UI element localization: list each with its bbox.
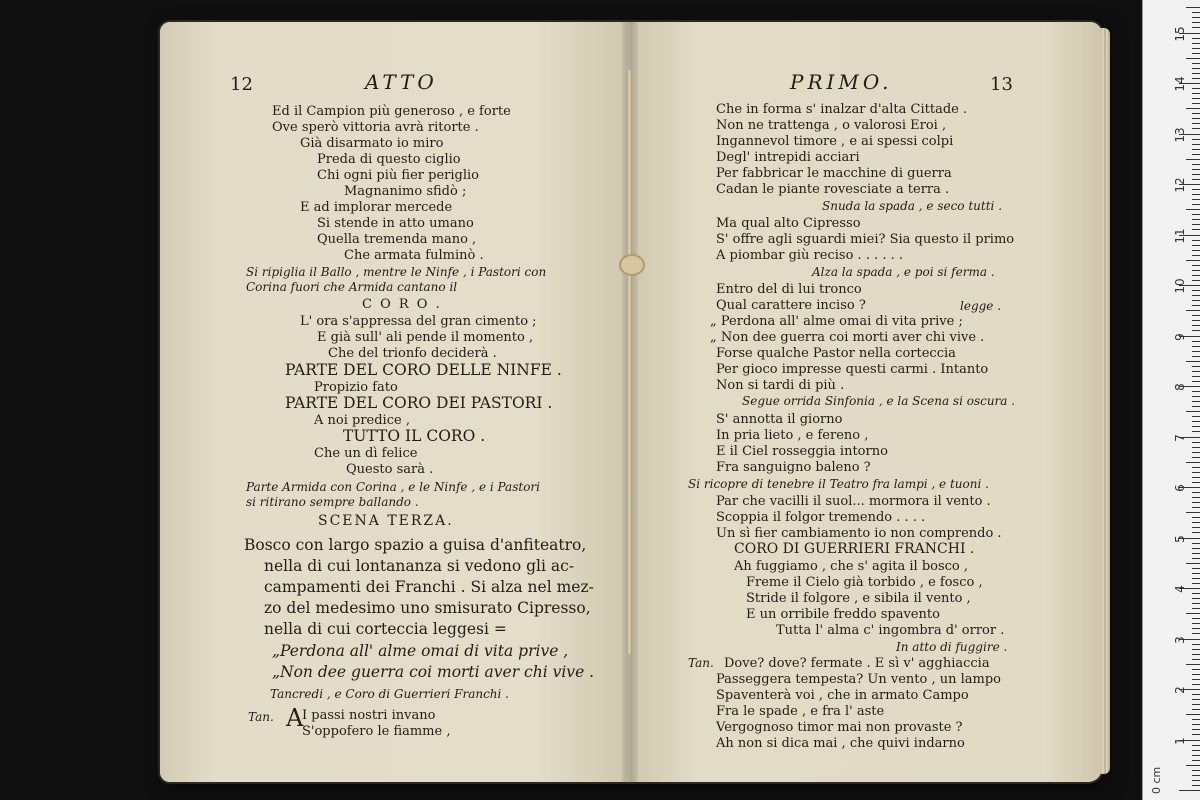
verse-line: Ah non si dica mai , che quivi indarno [716,736,965,751]
ruler-tick [1186,310,1200,311]
ruler-tick [1192,22,1200,23]
stage-direction: Segue orrida Sinfonia , e la Scena si oscura . [742,394,1016,408]
ruler-label: 13 [1173,126,1187,143]
ruler-tick [1192,118,1200,119]
verse-line: Per fabbricar le macchine di guerra [716,166,952,181]
ruler-tick [1192,169,1200,170]
ruler-tick [1192,644,1200,645]
ruler-tick [1192,426,1200,427]
stage-direction: Si ricopre di tenebre il Teatro fra lampi , e tuoni . [688,477,989,491]
ruler-tick [1192,734,1200,735]
ruler-tick [1192,305,1200,306]
ruler-tick [1192,724,1200,725]
ruler-tick [1192,123,1200,124]
ruler-tick [1192,608,1200,609]
section-heading: PARTE DEL CORO DEI PASTORI . [285,394,553,412]
ruler-tick [1192,204,1200,205]
ruler-tick [1186,411,1200,412]
verse-line: Si stende in atto umano [317,216,474,231]
ruler-tick [1192,442,1200,443]
inscription-line: „Non dee guerra coi morti aver chi vive . [272,663,595,681]
ruler-tick [1192,502,1200,503]
ruler-tick [1186,260,1200,261]
ruler-tick [1192,144,1200,145]
running-head-right: PRIMO. [790,70,893,94]
measurement-ruler [1142,0,1200,800]
ruler-label: 14 [1173,76,1187,92]
ruler-tick [1192,558,1200,559]
verse-line: Ed il Campion più generoso , e forte [272,104,511,119]
ruler-tick [1192,416,1200,417]
ruler-tick [1192,73,1200,74]
verse-line: Che armata fulminò . [344,248,484,263]
ruler-tick [1192,593,1200,594]
ruler-tick [1192,750,1200,751]
ruler-tick [1192,214,1200,215]
ruler-tick [1186,361,1200,362]
ruler-label: 10 [1173,278,1187,294]
stage-direction: In atto di fuggire . [896,640,1008,654]
ruler-tick [1192,113,1200,114]
verse-line: Fra le spade , e fra l' aste [716,704,885,719]
verse-line: E ad implorar mercede [300,200,453,215]
ruler-tick [1192,775,1200,776]
ruler-label: 2 [1173,686,1187,694]
ruler-tick [1192,583,1200,584]
ruler-tick [1192,295,1200,296]
scene-description: nella di cui lontananza si vedono gli ac- [264,557,575,575]
ruler-tick [1192,68,1200,69]
stage-direction: Alza la spada , e poi si ferma . [812,265,995,279]
running-head-left: ATTO [365,70,438,94]
ruler-tick [1192,401,1200,402]
scene-description: nella di cui corteccia leggesi = [264,620,507,638]
scene-description: Bosco con largo spazio a guisa d'anfiteatro, [244,536,587,554]
ruler-tick [1192,330,1200,331]
verse-line: Degl' intrepidi acciari [716,150,860,165]
ruler-tick [1192,618,1200,619]
ruler-tick [1179,790,1200,791]
verse-line: Ah fuggiamo , che s' agita il bosco , [734,559,969,574]
ruler-tick [1192,174,1200,175]
ruler-tick [1192,356,1200,357]
ruler-tick [1192,699,1200,700]
stage-direction: si ritirano sempre ballando . [246,495,419,509]
verse-line: Spaventerà voi , che in armato Campo [716,688,969,703]
verse-line: Quella tremenda mano , [317,232,477,247]
inscription-line: „Perdona all' alme omai di vita prive , [272,642,569,660]
stage-direction: Corina fuori che Armida cantano il [246,280,458,294]
thread-knot [619,254,645,276]
section-heading: PARTE DEL CORO DELLE NINFE . [285,361,562,379]
ruler-tick [1192,507,1200,508]
section-heading: TUTTO IL CORO . [343,427,486,445]
characters-line: Tancredi , e Coro di Guerrieri Franchi . [270,687,509,701]
ruler-tick [1192,623,1200,624]
ruler-tick [1192,366,1200,367]
ruler-tick [1186,209,1200,210]
ruler-tick [1192,573,1200,574]
ruler-tick [1192,346,1200,347]
ruler-tick [1192,654,1200,655]
ruler-tick [1192,154,1200,155]
verse-line: L' ora s'appressa del gran cimento ; [300,314,537,329]
ruler-label: 7 [1173,433,1187,442]
coro-heading: CORO DI GUERRIERI FRANCHI . [734,541,975,557]
verse-line: Questo sarà . [346,462,434,477]
stage-direction: legge . [960,299,1002,313]
ruler-tick [1192,275,1200,276]
verse-line: Che un dì felice [314,446,418,461]
ruler-tick [1192,53,1200,54]
verse-line: Fra sanguigno baleno ? [716,460,871,475]
ruler-tick [1192,704,1200,705]
ruler-tick [1192,139,1200,140]
drop-cap: A [286,704,304,732]
verse-line: I passi nostri invano [302,708,436,723]
speaker-label: Tan. [688,656,714,670]
ruler-tick [1192,315,1200,316]
verse-line: Propizio fato [314,380,398,395]
speaker-label: Tan. [248,710,274,724]
ruler-tick [1192,679,1200,680]
ruler-tick [1192,598,1200,599]
left-page [160,22,628,782]
ruler-tick [1186,664,1200,665]
ruler-tick [1192,194,1200,195]
verse-line: Che in forma s' inalzar d'alta Cittade . [716,102,968,117]
coro-heading: C O R O . [362,297,442,312]
verse-line: E il Ciel rosseggia intorno [716,444,888,459]
ruler-tick [1192,633,1200,634]
ruler-tick [1192,255,1200,256]
ruler-tick [1192,755,1200,756]
ruler-tick [1186,714,1200,715]
ruler-tick [1192,149,1200,150]
ruler-label: 12 [1173,177,1187,193]
ruler-tick [1192,88,1200,89]
ruler-tick [1192,517,1200,518]
ruler-tick [1192,341,1200,342]
verse-line: Entro del di lui tronco [716,282,862,297]
verse-line: Un sì fier cambiamento io non comprendo . [716,526,1002,541]
ruler-tick [1186,7,1200,8]
ruler-tick [1192,128,1200,129]
verse-line: Passeggera tempesta? Un vento , un lampo [716,672,1001,687]
ruler-tick [1192,371,1200,372]
ruler-tick [1192,250,1200,251]
verse-line: Par che vacilli il suol... mormora il vento . [716,494,991,509]
ruler-tick [1192,532,1200,533]
ruler-tick [1192,320,1200,321]
verse-line: Vergognoso timor mai non provaste ? [716,720,963,735]
page-number-left: 12 [230,74,253,95]
verse-line: Già disarmato io miro [300,136,444,151]
ruler-tick [1192,290,1200,291]
ruler-tick [1192,38,1200,39]
ruler-tick [1192,477,1200,478]
ruler-tick [1192,406,1200,407]
scene-title: SCENA TERZA. [318,513,454,529]
page-number-right: 13 [990,74,1013,95]
ruler-tick [1192,543,1200,544]
ruler-unit: 0 cm [1150,766,1163,794]
ruler-tick [1192,245,1200,246]
ruler-label: 8 [1173,383,1187,391]
ruler-tick [1192,649,1200,650]
verse-line: Stride il folgore , e sibila il vento , [746,591,971,606]
ruler-tick [1186,765,1200,766]
ruler-tick [1192,431,1200,432]
ruler-tick [1192,674,1200,675]
ruler-tick [1192,48,1200,49]
ruler-label: 1 [1173,736,1187,745]
ruler-tick [1192,43,1200,44]
ruler-tick [1192,578,1200,579]
ruler-tick [1192,482,1200,483]
verse-line: Non ne trattenga , o valorosi Eroi , [716,118,947,133]
ruler-tick [1192,27,1200,28]
verse-line: Ma qual alto Cipresso [716,216,861,231]
ruler-tick [1192,770,1200,771]
ruler-tick [1192,684,1200,685]
verse-line: Ove sperò vittoria avrà ritorte . [272,120,479,135]
verse-line: Freme il Cielo già torbido , e fosco , [746,575,983,590]
ruler-tick [1192,785,1200,786]
verse-line: Che del trionfo deciderà . [328,346,497,361]
ruler-tick [1192,265,1200,266]
verse-line: Ingannevol timore , e ai spessi colpi [716,134,954,149]
verse-line: In pria lieto , e fereno , [716,428,869,443]
ruler-tick [1192,729,1200,730]
ruler-tick [1192,452,1200,453]
verse-line: Forse qualche Pastor nella corteccia [716,346,956,361]
ruler-tick [1186,563,1200,564]
ruler-label: 9 [1173,332,1187,341]
ruler-tick [1192,376,1200,377]
ruler-tick [1186,512,1200,513]
verse-line: S'oppofero le fiamme , [302,724,451,739]
ruler-tick [1192,760,1200,761]
ruler-tick [1192,719,1200,720]
verse-line: Tutta l' alma c' ingombra d' orror . [776,623,1005,638]
ruler-label: 5 [1173,534,1187,543]
ruler-tick [1186,462,1200,463]
ruler-tick [1192,381,1200,382]
verse-line: Qual carattere inciso ? [716,298,866,313]
ruler-label: 4 [1173,585,1187,593]
verse-line: E un orribile freddo spavento [746,607,940,622]
verse-line: Per gioco impresse questi carmi . Intanto [716,362,989,377]
scene-description: zo del medesimo uno smisurato Cipresso, [264,599,591,617]
quote-line: „ Non dee guerra coi morti aver chi vive . [710,330,985,345]
verse-line: Chi ogni più fier periglio [317,168,479,183]
binding-thread [626,70,634,654]
right-page [630,22,1102,782]
ruler-tick [1192,472,1200,473]
ruler-tick [1192,492,1200,493]
verse-line: Preda di questo ciglio [317,152,461,167]
ruler-tick [1192,659,1200,660]
verse-line: S' annotta il giorno [716,412,843,427]
stage-direction: Snuda la spada , e seco tutti . [822,199,1003,213]
ruler-tick [1192,98,1200,99]
verse-line: E già sull' ali pende il momento , [317,330,534,345]
verse-line: Cadan le piante rovesciate a terra . [716,182,950,197]
ruler-tick [1192,189,1200,190]
ruler-label: 15 [1173,25,1187,42]
ruler-tick [1192,447,1200,448]
stage-direction: Si ripiglia il Ballo , mentre le Ninfe , i Pastori con [246,265,547,279]
ruler-tick [1186,58,1200,59]
ruler-tick [1192,603,1200,604]
ruler-tick [1192,457,1200,458]
stage-direction: Parte Armida con Corina , e le Ninfe , e i Pastori [246,480,540,494]
ruler-tick [1192,219,1200,220]
ruler-tick [1192,164,1200,165]
ruler-tick [1192,351,1200,352]
ruler-label: 3 [1173,635,1187,644]
ruler-tick [1192,522,1200,523]
ruler-tick [1192,78,1200,79]
ruler-tick [1192,694,1200,695]
ruler-tick [1192,17,1200,18]
ruler-tick [1192,325,1200,326]
ruler-tick [1192,199,1200,200]
ruler-tick [1192,280,1200,281]
ruler-tick [1192,669,1200,670]
thread-line [628,70,631,654]
verse-line: S' offre agli sguardi miei? Sia questo il primo [716,232,1015,247]
verse-line: A piombar giù reciso . . . . . . [716,248,903,263]
ruler-tick [1192,709,1200,710]
ruler-tick [1192,63,1200,64]
ruler-tick [1192,270,1200,271]
scene-description: campamenti dei Franchi . Si alza nel mez- [264,578,594,596]
ruler-tick [1192,553,1200,554]
ruler-label: 6 [1173,484,1187,492]
verse-line: Scoppia il folgor tremendo . . . . [716,510,926,525]
ruler-tick [1192,103,1200,104]
ruler-tick [1192,93,1200,94]
ruler-tick [1192,396,1200,397]
ruler-tick [1192,391,1200,392]
ruler-tick [1192,527,1200,528]
verse-line: Non si tardi di più . [716,378,845,393]
ruler-tick [1192,745,1200,746]
ruler-tick [1192,12,1200,13]
ruler-tick [1192,240,1200,241]
verse-line: Dove? dove? fermate . E sì v' agghiaccia [724,656,990,671]
ruler-tick [1192,780,1200,781]
verse-line: A noi predice , [314,413,410,428]
ruler-tick [1192,568,1200,569]
ruler-tick [1192,467,1200,468]
ruler-tick [1192,548,1200,549]
verse-line: Magnanimo sfidò ; [344,184,467,199]
ruler-tick [1186,159,1200,160]
ruler-tick [1186,108,1200,109]
quote-line: „ Perdona all' alme omai di vita prive ; [710,314,963,329]
ruler-tick [1192,628,1200,629]
open-book [160,22,1102,782]
ruler-tick [1192,229,1200,230]
ruler-tick [1192,497,1200,498]
ruler-tick [1192,421,1200,422]
ruler-tick [1186,613,1200,614]
ruler-label: 11 [1173,227,1187,244]
ruler-tick [1192,300,1200,301]
ruler-tick [1192,179,1200,180]
ruler-tick [1192,224,1200,225]
